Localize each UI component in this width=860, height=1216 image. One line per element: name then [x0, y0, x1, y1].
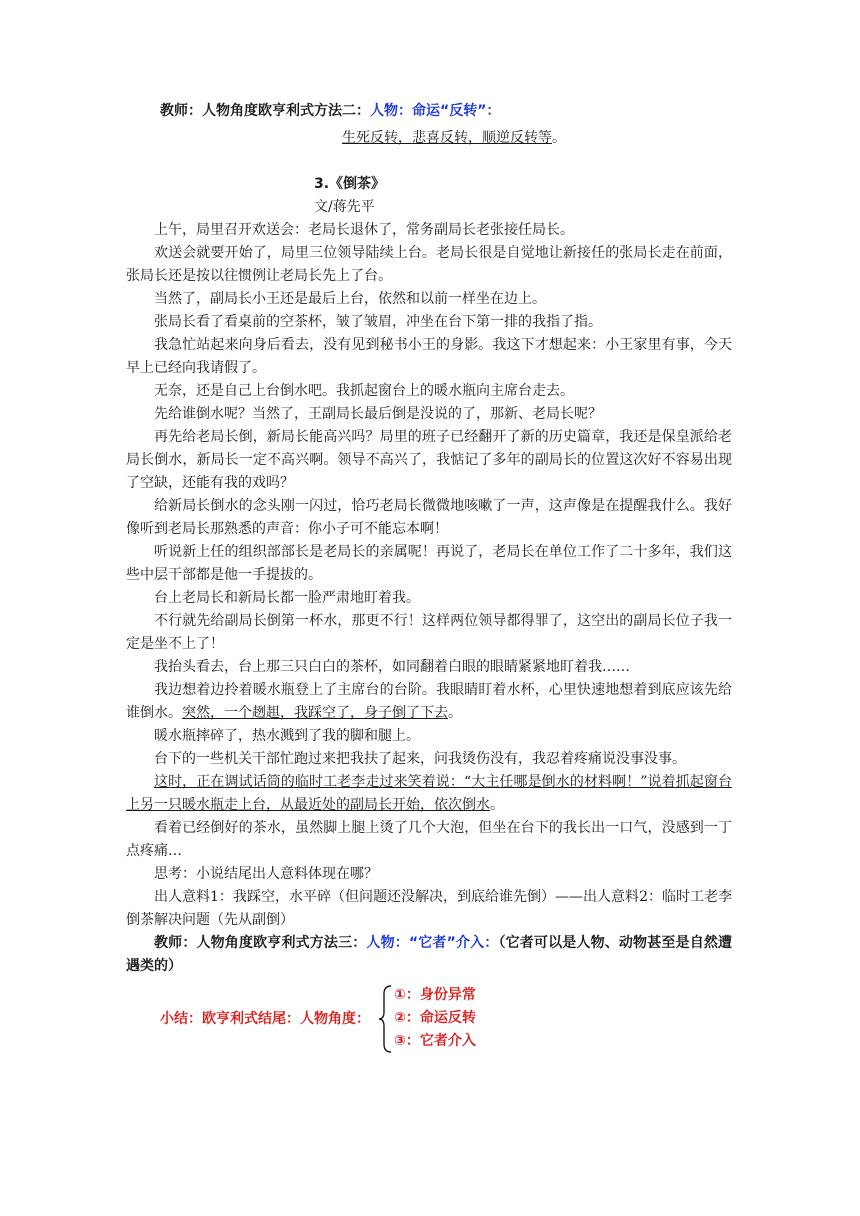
think-question: 思考：小说结尾出人意料体现在哪？	[154, 866, 378, 882]
teacher-method-two-highlight: 人物：命运“反转”：	[370, 103, 501, 119]
story-paragraph-6: 无奈，还是自己上台倒水吧。我抓起窗台上的暖水瓶向主席台走去。	[154, 383, 574, 399]
teacher-method-two	[126, 100, 732, 123]
story-author: 文/蒋先平	[314, 199, 375, 215]
story-paragraph-17-end: 。	[490, 797, 504, 813]
story-paragraph-7: 先给谁倒水呢？当然了，王副局长最后倒是没说的了，那新、老局长呢？	[154, 406, 602, 422]
brace-icon	[378, 984, 392, 1054]
story-title	[126, 173, 732, 196]
summary-item-fate: ②：命运反转	[394, 1010, 476, 1026]
story-paragraph-18: 看着已经倒好的茶水，虽然脚上腿上烫了几个大泡，但坐在台下的我长出一口气，没感到一丁点疼痛…	[126, 820, 732, 859]
teacher-method-three-prefix: 教师：人物角度欧亨利式方法三：	[154, 935, 367, 951]
summary-block	[126, 984, 732, 1058]
story-paragraph-8: 再先给老局长倒，新局长能高兴吗？局里的班子已经翻开了新的历史篇章，我还是保皇派给老局长倒水，新局长一定不高兴啊。领导不高兴了，我惦记了多年的副局长的位置这次好不容易出现了空缺，还能有我的戏吗？	[126, 429, 732, 491]
teacher-method-three-highlight: 人物：“它者”介入：	[366, 935, 499, 951]
teacher-method-three-suffix: （它者可以是人物、动物甚至是自然遭遇类的）	[126, 935, 733, 974]
teacher-method-three	[126, 932, 732, 978]
story-paragraph-14	[126, 679, 732, 725]
summary-label: 小结：欧亨利式结尾：人物角度：	[160, 1011, 370, 1027]
story-paragraph-12: 不行就先给副局长倒第一杯水，那更不行！这样两位领导都得罪了，这空出的副局长位子我一定是坐不上了！	[126, 613, 732, 652]
story-paragraph-1: 上午，局里召开欢送会：老局长退休了，常务副局长老张接任局长。	[154, 222, 574, 238]
story-paragraph-16: 台下的一些机关干部忙跑过来把我扶了起来，问我烫伤没有，我忍着疼痛说没事没事。	[154, 751, 686, 767]
teacher-method-two-prefix: 教师：人物角度欧亨利式方法二：	[160, 103, 370, 119]
story-paragraph-14-end: 。	[448, 705, 462, 721]
story-paragraph-13: 我抬头看去，台上那三只白白的茶杯，如同翻着白眼的眼睛紧紧地盯着我……	[154, 659, 630, 675]
story-title-text: 3.《倒茶》	[314, 176, 386, 192]
story-paragraph-14-underlined: 突然，一个趔趄，我踩空了，身子倒了下去	[182, 705, 448, 721]
story-paragraph-17	[126, 771, 732, 817]
teacher-method-two-examples-line	[126, 127, 732, 150]
teacher-method-two-examples: 生死反转，悲喜反转，顺逆反转等	[342, 130, 552, 146]
story-paragraph-14-plain: 我边想着边拎着暖水瓶登上了主席台的台阶。我眼睛盯着水杯，心里快速地想着到底应该先给谁倒水。	[126, 682, 732, 721]
story-paragraph-5: 我急忙站起来向身后看去，没有见到秘书小王的身影。我这下才想起来：小王家里有事，今天早上已经向我请假了。	[126, 337, 732, 376]
story-paragraph-4: 张局长看了看桌前的空茶杯，皱了皱眉，冲坐在台下第一排的我指了指。	[154, 314, 602, 330]
story-paragraph-9: 给新局长倒水的念头刚一闪过，恰巧老局长微微地咳嗽了一声，这声像是在提醒我什么。我好像听到老局长那熟悉的声音：你小子可不能忘本啊！	[126, 498, 732, 537]
teacher-method-two-examples-end: 。	[552, 130, 566, 146]
story-paragraph-10: 听说新上任的组织部部长是老局长的亲属呢！再说了，老局长在单位工作了二十多年，我们这些中层干部都是他一手提拔的。	[126, 544, 732, 583]
story-paragraph-2: 欢送会就要开始了，局里三位领导陆续上台。老局长很是自觉地让新接任的张局长走在前面，张局长还是按以往惯例让老局长先上了台。	[126, 245, 732, 284]
document-content	[126, 100, 732, 1058]
story-paragraph-11: 台上老局长和新局长都一脸严肃地盯着我。	[154, 590, 420, 606]
spacer	[126, 150, 732, 173]
story-paragraph-3: 当然了，副局长小王还是最后上台，依然和以前一样坐在边上。	[154, 291, 546, 307]
story-paragraph-15: 暖水瓶摔碎了，热水溅到了我的脚和腿上。	[154, 728, 420, 744]
think-answer: 出人意料1：我踩空，水平碎（但问题还没解决，到底给谁先倒）——出人意料2：临时工老李倒茶解决问题（先从副倒）	[126, 889, 732, 928]
summary-item-identity: ①：身份异常	[394, 987, 476, 1003]
summary-item-other: ③：它者介入	[394, 1033, 476, 1049]
summary-items	[394, 984, 476, 1053]
story-paragraph-17-underlined: 这时，正在调试话筒的临时工老李走过来笑着说：“大主任哪是倒水的材料啊！”说着抓起窗台上另一只暖水瓶走上台，从最近处的副局长开始，依次倒水	[126, 774, 732, 813]
